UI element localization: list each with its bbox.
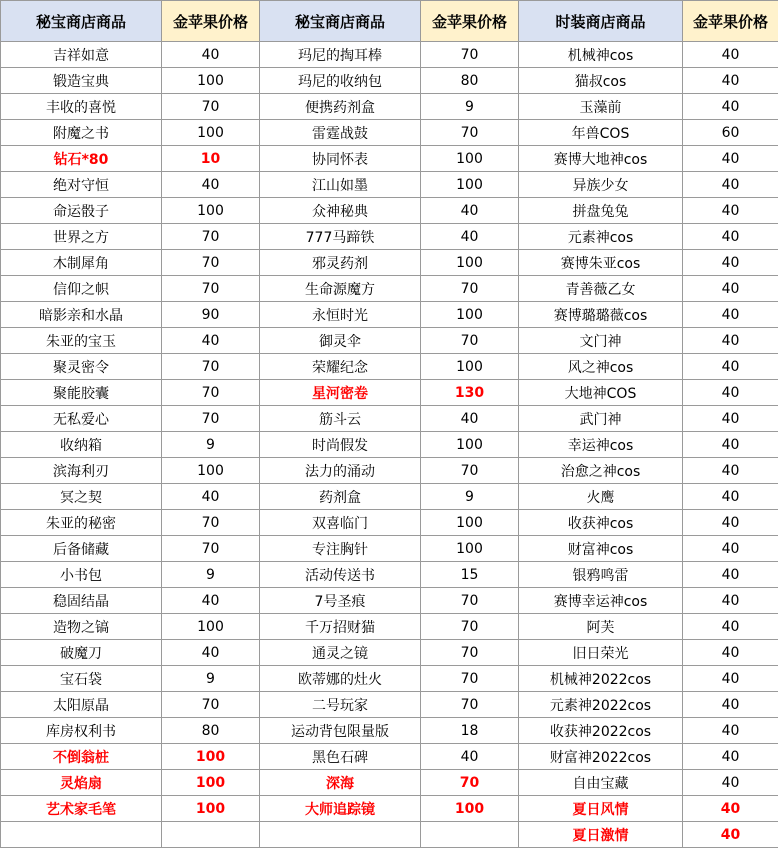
mibao-price-cell: 40 [162,588,260,614]
mibao-price-cell: 100 [421,172,519,198]
mibao-price-cell: 9 [162,666,260,692]
fashion-item-cell: 银鸦鸣雷 [519,562,683,588]
mibao-item-cell: 777马蹄铁 [260,224,421,250]
mibao-item-cell: 时尚假发 [260,432,421,458]
table-row [1,42,778,68]
fashion-price-cell: 40 [683,172,778,198]
mibao-price-cell: 10 [162,146,260,172]
header-row [1,1,778,42]
table-row [1,198,778,224]
fashion-item-cell: 夏日激情 [519,822,683,848]
mibao-price-cell: 70 [421,614,519,640]
mibao-price-cell: 70 [421,458,519,484]
mibao-item-cell: 信仰之帜 [1,276,162,302]
fashion-price-cell: 40 [683,380,778,406]
mibao-item-cell: 命运骰子 [1,198,162,224]
fashion-price-cell: 40 [683,510,778,536]
header-fashion-item: 时装商店商品 [519,1,683,42]
mibao-item-cell: 筋斗云 [260,406,421,432]
mibao-price-cell: 100 [162,68,260,94]
fashion-price-cell: 40 [683,94,778,120]
mibao-price-cell: 100 [421,510,519,536]
fashion-item-cell: 风之神cos [519,354,683,380]
mibao-item-cell: 造物之镐 [1,614,162,640]
header-mibao-item-2: 秘宝商店商品 [260,1,421,42]
mibao-price-cell: 100 [421,146,519,172]
table-row [1,354,778,380]
header-price-3: 金苹果价格 [683,1,778,42]
mibao-item-cell: 吉祥如意 [1,42,162,68]
fashion-price-cell: 40 [683,354,778,380]
table-row [1,458,778,484]
mibao-item-cell: 木制犀角 [1,250,162,276]
fashion-item-cell: 机械神cos [519,42,683,68]
mibao-item-cell: 附魔之书 [1,120,162,146]
fashion-item-cell: 旧日荣光 [519,640,683,666]
table-row [1,510,778,536]
mibao-price-cell: 70 [162,250,260,276]
mibao-price-cell: 100 [162,796,260,822]
mibao-price-cell: 90 [162,302,260,328]
table-row [1,224,778,250]
fashion-price-cell: 40 [683,328,778,354]
table-row [1,432,778,458]
fashion-price-cell: 40 [683,68,778,94]
header-mibao-item-1: 秘宝商店商品 [1,1,162,42]
mibao-price-cell: 70 [162,406,260,432]
mibao-item-cell: 7号圣痕 [260,588,421,614]
table-row [1,328,778,354]
fashion-price-cell: 40 [683,640,778,666]
mibao-price-cell: 9 [162,432,260,458]
mibao-price-cell: 40 [421,224,519,250]
mibao-item-cell: 邪灵药剂 [260,250,421,276]
mibao-price-cell: 70 [162,224,260,250]
mibao-price-cell: 15 [421,562,519,588]
mibao-item-cell: 御灵伞 [260,328,421,354]
mibao-item-cell: 不倒翁桩 [1,744,162,770]
mibao-price-cell: 70 [162,510,260,536]
fashion-price-cell: 40 [683,770,778,796]
mibao-item-cell: 通灵之镜 [260,640,421,666]
fashion-item-cell: 武门神 [519,406,683,432]
fashion-price-cell: 40 [683,432,778,458]
mibao-price-cell: 70 [421,692,519,718]
fashion-item-cell: 玉藻前 [519,94,683,120]
fashion-price-cell: 40 [683,744,778,770]
mibao-item-cell: 艺术家毛笔 [1,796,162,822]
mibao-item-cell: 库房权利书 [1,718,162,744]
mibao-price-cell: 70 [421,666,519,692]
table-row [1,692,778,718]
mibao-price-cell: 18 [421,718,519,744]
mibao-item-cell [1,822,162,848]
mibao-price-cell: 100 [421,354,519,380]
mibao-item-cell: 世界之方 [1,224,162,250]
mibao-item-cell: 玛尼的掏耳棒 [260,42,421,68]
fashion-price-cell: 40 [683,276,778,302]
mibao-item-cell: 绝对守恒 [1,172,162,198]
fashion-price-cell: 40 [683,796,778,822]
fashion-price-cell: 40 [683,614,778,640]
fashion-item-cell: 元素神2022cos [519,692,683,718]
mibao-item-cell: 朱亚的宝玉 [1,328,162,354]
mibao-item-cell: 雷霆战鼓 [260,120,421,146]
table-row [1,614,778,640]
table-row [1,718,778,744]
table-row [1,744,778,770]
mibao-price-cell: 40 [162,328,260,354]
mibao-item-cell: 药剂盒 [260,484,421,510]
mibao-price-cell: 100 [162,458,260,484]
mibao-item-cell: 无私爱心 [1,406,162,432]
fashion-price-cell: 40 [683,146,778,172]
fashion-item-cell: 拼盘兔兔 [519,198,683,224]
fashion-price-cell: 40 [683,536,778,562]
mibao-item-cell: 活动传送书 [260,562,421,588]
mibao-price-cell: 70 [162,380,260,406]
mibao-item-cell: 灵焰扇 [1,770,162,796]
fashion-item-cell: 收获神2022cos [519,718,683,744]
mibao-price-cell [162,822,260,848]
fashion-item-cell: 赛博朱亚cos [519,250,683,276]
mibao-price-cell: 9 [421,94,519,120]
fashion-price-cell: 40 [683,458,778,484]
mibao-item-cell: 宝石袋 [1,666,162,692]
mibao-price-cell: 40 [421,744,519,770]
mibao-item-cell: 二号玩家 [260,692,421,718]
mibao-price-cell: 100 [421,432,519,458]
mibao-item-cell: 稳固结晶 [1,588,162,614]
mibao-price-cell: 80 [162,718,260,744]
fashion-item-cell: 机械神2022cos [519,666,683,692]
mibao-item-cell: 收纳箱 [1,432,162,458]
fashion-price-cell: 40 [683,250,778,276]
table-row [1,276,778,302]
mibao-item-cell: 破魔刀 [1,640,162,666]
mibao-item-cell: 后备储藏 [1,536,162,562]
fashion-price-cell: 40 [683,718,778,744]
mibao-item-cell: 双喜临门 [260,510,421,536]
mibao-price-cell: 100 [421,250,519,276]
mibao-price-cell: 9 [162,562,260,588]
mibao-price-cell: 100 [162,614,260,640]
fashion-price-cell: 40 [683,484,778,510]
table-row [1,172,778,198]
mibao-price-cell: 100 [421,536,519,562]
mibao-item-cell: 欧蒂娜的灶火 [260,666,421,692]
fashion-item-cell: 自由宝藏 [519,770,683,796]
mibao-price-cell: 70 [421,42,519,68]
mibao-item-cell: 专注胸针 [260,536,421,562]
fashion-price-cell: 40 [683,224,778,250]
mibao-item-cell: 黑色石碑 [260,744,421,770]
fashion-price-cell: 40 [683,588,778,614]
table-row [1,562,778,588]
fashion-item-cell: 元素神cos [519,224,683,250]
mibao-item-cell: 永恒时光 [260,302,421,328]
table-row [1,796,778,822]
mibao-item-cell: 丰收的喜悦 [1,94,162,120]
mibao-item-cell: 便携药剂盒 [260,94,421,120]
mibao-price-cell: 40 [421,198,519,224]
table-row [1,120,778,146]
fashion-item-cell: 幸运神cos [519,432,683,458]
mibao-item-cell: 众神秘典 [260,198,421,224]
mibao-price-cell [421,822,519,848]
fashion-item-cell: 大地神COS [519,380,683,406]
mibao-item-cell: 荣耀纪念 [260,354,421,380]
table-row [1,302,778,328]
mibao-price-cell: 70 [162,94,260,120]
mibao-price-cell: 70 [162,536,260,562]
mibao-item-cell: 聚能胶囊 [1,380,162,406]
mibao-item-cell: 玛尼的收纳包 [260,68,421,94]
fashion-item-cell: 异族少女 [519,172,683,198]
table-row [1,146,778,172]
mibao-price-cell: 70 [421,276,519,302]
fashion-item-cell: 赛博大地神cos [519,146,683,172]
mibao-item-cell: 江山如墨 [260,172,421,198]
fashion-item-cell: 赛博璐璐薇cos [519,302,683,328]
mibao-price-cell: 70 [421,588,519,614]
mibao-item-cell: 星河密卷 [260,380,421,406]
mibao-item-cell: 法力的涌动 [260,458,421,484]
fashion-item-cell: 年兽COS [519,120,683,146]
header-price-1: 金苹果价格 [162,1,260,42]
mibao-price-cell: 130 [421,380,519,406]
mibao-item-cell: 生命源魔方 [260,276,421,302]
mibao-item-cell: 千万招财猫 [260,614,421,640]
mibao-price-cell: 40 [162,640,260,666]
table-body [1,42,778,848]
mibao-item-cell: 运动背包限量版 [260,718,421,744]
fashion-item-cell: 赛博幸运神cos [519,588,683,614]
mibao-price-cell: 100 [162,744,260,770]
table-row [1,406,778,432]
fashion-item-cell: 治愈之神cos [519,458,683,484]
table-row [1,770,778,796]
fashion-item-cell: 青善薇乙女 [519,276,683,302]
mibao-item-cell: 协同怀表 [260,146,421,172]
fashion-item-cell: 阿芙 [519,614,683,640]
table-row [1,94,778,120]
mibao-price-cell: 80 [421,68,519,94]
mibao-item-cell: 钻石*80 [1,146,162,172]
table-row [1,588,778,614]
mibao-item-cell: 锻造宝典 [1,68,162,94]
table-row [1,666,778,692]
table-row [1,484,778,510]
fashion-item-cell: 猫叔cos [519,68,683,94]
table-row [1,380,778,406]
fashion-price-cell: 40 [683,692,778,718]
mibao-price-cell: 70 [421,770,519,796]
mibao-price-cell: 70 [162,354,260,380]
mibao-item-cell: 朱亚的秘密 [1,510,162,536]
table-row [1,250,778,276]
fashion-price-cell: 40 [683,562,778,588]
mibao-price-cell: 40 [162,172,260,198]
fashion-price-cell: 40 [683,666,778,692]
mibao-price-cell: 40 [162,484,260,510]
mibao-price-cell: 100 [162,198,260,224]
fashion-price-cell: 40 [683,198,778,224]
fashion-item-cell: 文门神 [519,328,683,354]
fashion-item-cell: 财富神2022cos [519,744,683,770]
mibao-item-cell: 深海 [260,770,421,796]
fashion-item-cell: 收获神cos [519,510,683,536]
mibao-item-cell: 太阳原晶 [1,692,162,718]
table-row [1,640,778,666]
mibao-price-cell: 70 [421,120,519,146]
fashion-price-cell: 40 [683,822,778,848]
header-price-2: 金苹果价格 [421,1,519,42]
fashion-price-cell: 60 [683,120,778,146]
mibao-item-cell: 小书包 [1,562,162,588]
mibao-price-cell: 40 [421,406,519,432]
mibao-price-cell: 70 [162,692,260,718]
table-row [1,536,778,562]
mibao-item-cell: 聚灵密令 [1,354,162,380]
mibao-price-cell: 9 [421,484,519,510]
fashion-item-cell: 财富神cos [519,536,683,562]
mibao-price-cell: 100 [421,796,519,822]
fashion-price-cell: 40 [683,42,778,68]
table-row [1,822,778,848]
mibao-price-cell: 100 [162,120,260,146]
mibao-price-cell: 100 [421,302,519,328]
mibao-item-cell: 大师追踪镜 [260,796,421,822]
mibao-item-cell: 暗影亲和水晶 [1,302,162,328]
fashion-item-cell: 夏日风情 [519,796,683,822]
mibao-price-cell: 100 [162,770,260,796]
mibao-item-cell: 滨海利刃 [1,458,162,484]
mibao-item-cell [260,822,421,848]
mibao-item-cell: 冥之契 [1,484,162,510]
mibao-price-cell: 70 [421,640,519,666]
mibao-price-cell: 70 [162,276,260,302]
table-row [1,68,778,94]
fashion-price-cell: 40 [683,302,778,328]
mibao-price-cell: 70 [421,328,519,354]
fashion-price-cell: 40 [683,406,778,432]
fashion-item-cell: 火鹰 [519,484,683,510]
mibao-price-cell: 40 [162,42,260,68]
